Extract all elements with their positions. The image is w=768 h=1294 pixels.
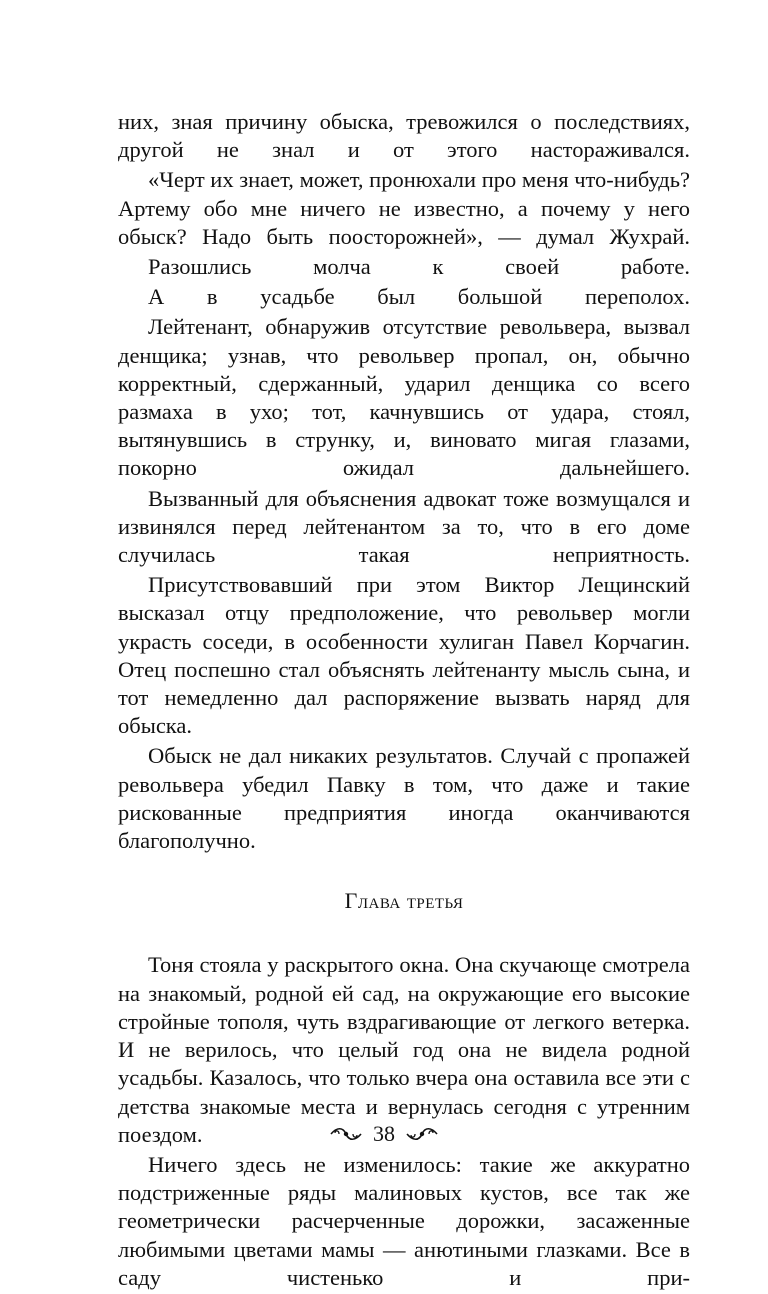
- paragraph-6: Вызванный для объяснения адвокат тоже возмущался и извинялся перед лейтенантом за то, что в его доме случилась такая неприятность.: [118, 485, 690, 568]
- chapter-title: Глава третья: [344, 888, 464, 914]
- paragraph-8: Обыск не дал никаких результатов. Случай с пропажей револьвера убедил Павку в том, что даже и такие рискованные предприятия иногда оканчиваются благополучно.: [118, 743, 690, 854]
- paragraph-9: Тоня стояла у раскрытого окна. Она скучающе смотрела на знакомый, родной ей сад, на окружающие его высокие стройные тополя, чуть вздрагивающие от легкого ветерка. И не верилось, что целый год она не видела родной усадьбы. Казалось, что только вчера она оставила все эти с детства знакомые места и вернулась сегодня с утренним поездом.: [118, 952, 690, 1147]
- paragraph-1: них, зная причину обыска, тревожился о последствиях, другой не знал и от этого настораживался.: [118, 109, 690, 163]
- paragraph-10: Ничего здесь не изменилось: такие же аккуратно подстриженные ряды малиновых кустов, все так же геометрически расчерченные дорожки, засаженные любимыми цветами мамы — анютиными глазками. Все в саду чистенько и при-: [118, 1151, 690, 1290]
- paragraph-7: Присутствовавший при этом Виктор Лещинский высказал отцу предположение, что револьвер могли украсть соседи, в особенности хулиган Павел Корчагин. Отец поспешно стал объяснять лейтенанту мысль сына, и тот немедленно дал распоряжение вызвать наряд для обыска.: [118, 572, 690, 739]
- flourish-left-icon: [329, 1125, 363, 1143]
- paragraph-3: Разошлись молча к своей работе.: [148, 254, 690, 280]
- page-body: [118, 108, 690, 1294]
- paragraph-5: Лейтенант, обнаружив отсутствие револьвера, вызвал денщика; узнав, что револьвер пропал, он, обычно корректный, сдержанный, ударил денщика со всего размаха в ухо; тот, качнувшись от удара, стоял, вытянувшись в струнку, и, виновато мигая глазами, покорно ожидал дальнейшего.: [118, 314, 690, 481]
- flourish-right-icon: [405, 1125, 439, 1143]
- page-number: 38: [373, 1121, 395, 1146]
- page-footer: [0, 1121, 768, 1147]
- paragraph-2: «Черт их знает, может, пронюхали про меня что-нибудь? Артему обо мне ничего не известно, а почему у него обыск? Надо быть поосторожней», — думал Жухрай.: [118, 167, 690, 249]
- paragraph-4: А в усадьбе был большой переполох.: [148, 284, 690, 310]
